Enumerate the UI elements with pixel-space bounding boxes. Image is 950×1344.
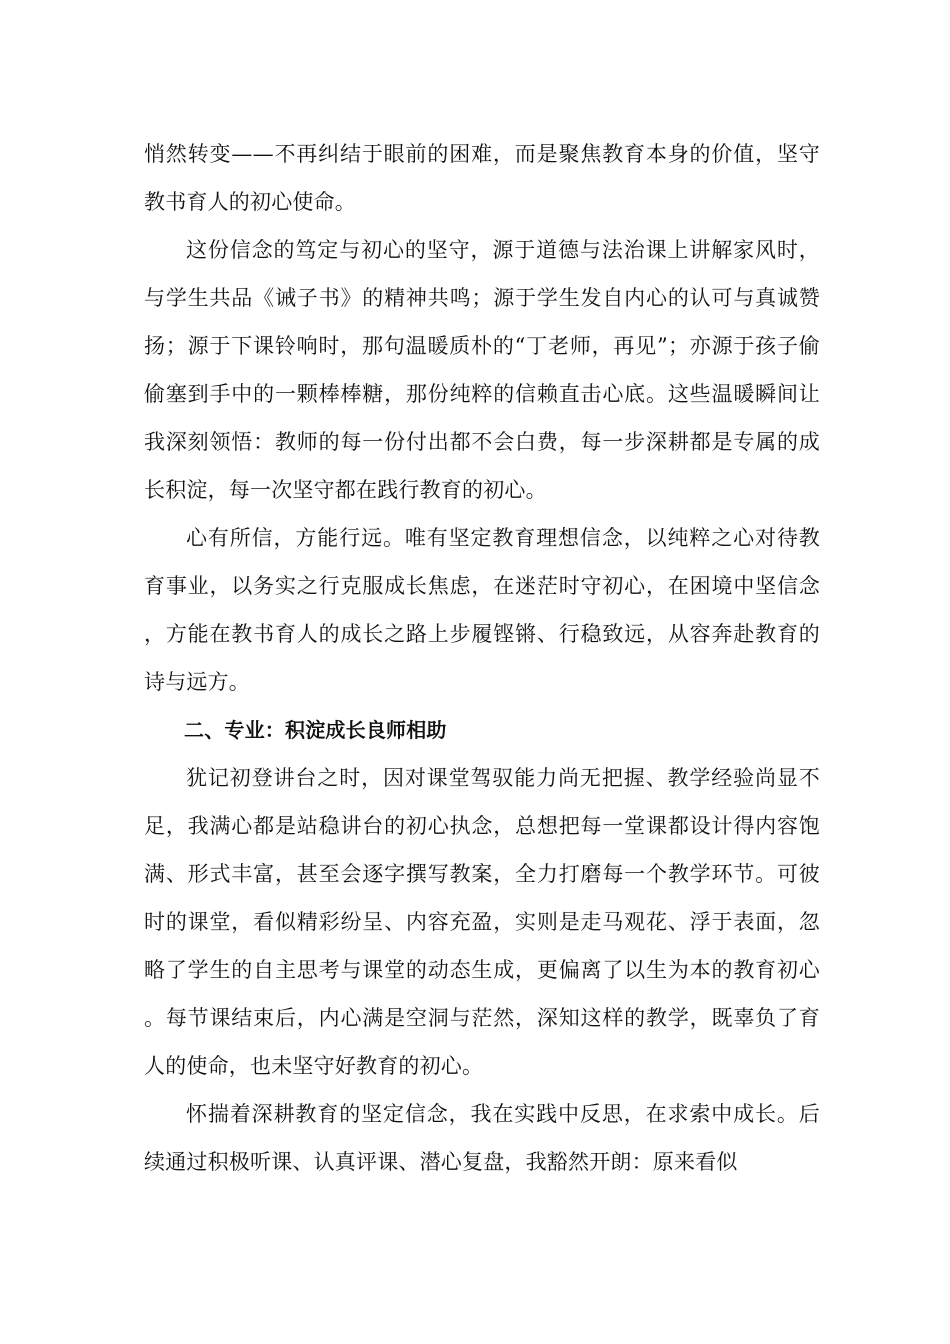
document-body bbox=[144, 130, 820, 1186]
paragraph-5: 怀揣着深耕教育的坚定信念，我在实践中反思，在求索中成长。后续通过积极听课、认真评课、潜心复盘，我豁然开朗：原来看似 bbox=[144, 1102, 820, 1174]
section-heading: 二、专业：积淀成长良师相助 bbox=[184, 718, 447, 742]
paragraph-2: 这份信念的笃定与初心的坚守，源于道德与法治课上讲解家风时，与学生共品《诫子书》的精神共鸣；源于学生发自内心的认可与真诚赞扬；源于下课铃响时，那句温暖质朴的“丁老师，再见”；亦源于孩子偷偷塞到手中的一颗棒棒糖，那份纯粹的信赖直击心底。这些温暖瞬间让我深刻领悟：教师的每一份付出都不会白费，每一步深耕都是专属的成长积淀，每一次坚守都在践行教育的初心。 bbox=[144, 238, 820, 502]
paragraph-3: 心有所信，方能行远。唯有坚定教育理想信念，以纯粹之心对待教育事业，以务实之行克服成长焦虑，在迷茫时守初心，在困境中坚信念，方能在教书育人的成长之路上步履铿锵、行稳致远，从容奔赴教育的诗与远方。 bbox=[144, 526, 820, 694]
paragraph-1: 悄然转变——不再纠结于眼前的困难，而是聚焦教育本身的价值，坚守教书育人的初心使命。 bbox=[144, 142, 820, 214]
paragraph-4: 犹记初登讲台之时，因对课堂驾驭能力尚无把握、教学经验尚显不足，我满心都是站稳讲台的初心执念，总想把每一堂课都设计得内容饱满、形式丰富，甚至会逐字撰写教案，全力打磨每一个教学环节。可彼时的课堂，看似精彩纷呈、内容充盈，实则是走马观花、浮于表面，忽略了学生的自主思考与课堂的动态生成，更偏离了以生为本的教育初心。每节课结束后，内心满是空洞与茫然，深知这样的教学，既辜负了育人的使命，也未坚守好教育的初心。 bbox=[144, 766, 820, 1078]
